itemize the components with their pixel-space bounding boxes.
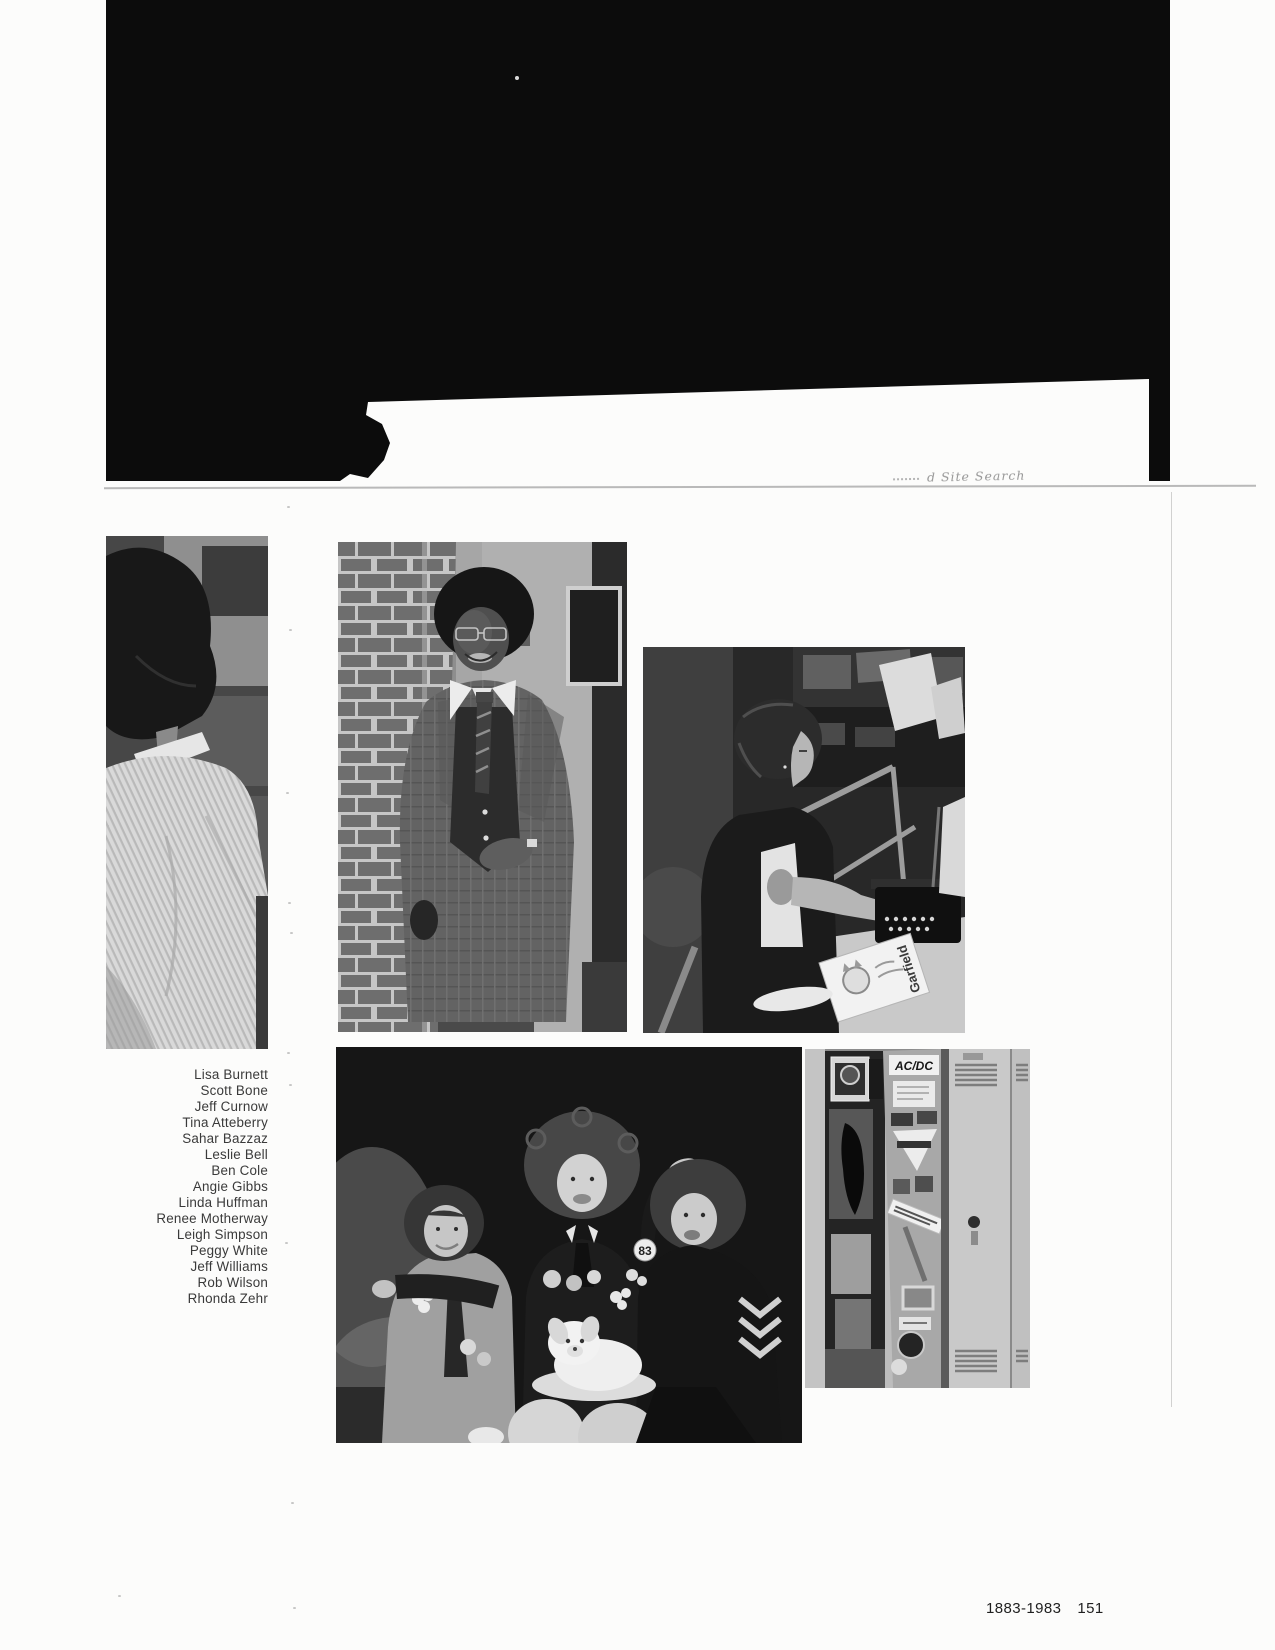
left-hand xyxy=(410,900,438,940)
name-line: Rhonda Zehr xyxy=(187,1291,268,1306)
scan-speck xyxy=(289,629,292,631)
name-line: Sahar Bazzaz xyxy=(182,1131,268,1146)
scan-speck xyxy=(118,1595,121,1597)
badge-83-text: 83 xyxy=(638,1244,652,1258)
clock-poster xyxy=(841,1066,859,1084)
photo-student-back xyxy=(106,536,268,1049)
scan-speck xyxy=(286,792,289,794)
photo-lockers xyxy=(805,1049,1030,1388)
earring xyxy=(783,765,786,768)
smile xyxy=(573,1194,591,1204)
hand-on-shoulder xyxy=(372,1280,396,1298)
scan-black-shape xyxy=(106,0,1170,481)
combination-lock xyxy=(968,1216,980,1228)
name-line: Jeff Williams xyxy=(190,1259,268,1274)
number-plate xyxy=(963,1053,983,1060)
name-line: Leigh Simpson xyxy=(176,1227,268,1242)
name-line: Ben Cole xyxy=(211,1163,268,1178)
photo-man-in-suit xyxy=(338,542,627,1032)
scan-white-speck xyxy=(515,76,519,80)
scan-speck xyxy=(288,902,291,904)
scan-speck xyxy=(289,1084,292,1086)
sticker-covered-door xyxy=(883,1049,947,1388)
photo-student-typing xyxy=(643,647,965,1033)
scan-vertical-line xyxy=(1171,492,1172,1407)
name-line: Leslie Bell xyxy=(204,1147,268,1162)
names-list xyxy=(80,1067,268,1307)
scan-speck xyxy=(287,1052,290,1054)
name-line: Jeff Curnow xyxy=(194,1099,268,1114)
name-line: Lisa Burnett xyxy=(194,1067,268,1082)
scan-speck xyxy=(285,1242,288,1244)
scan-speck xyxy=(290,932,293,934)
anniversary-years: 1883-1983 xyxy=(986,1600,1062,1617)
paper-in-typewriter xyxy=(939,797,965,897)
partial-site-search-text: d Site Search xyxy=(893,468,1026,486)
name-line: Peggy White xyxy=(189,1243,268,1258)
name-line: Angie Gibbs xyxy=(192,1179,268,1194)
closed-locker xyxy=(949,1049,1010,1388)
right-partial-locker xyxy=(1012,1049,1030,1388)
acdc-text: AC/DC xyxy=(895,1059,933,1073)
open-locker-interior xyxy=(825,1051,885,1388)
garfield-title-text: Garfield xyxy=(894,943,924,995)
name-line: Linda Huffman xyxy=(178,1195,268,1210)
photo-three-girls xyxy=(336,1047,802,1443)
name-line: Tina Atteberry xyxy=(182,1115,268,1130)
page-footer xyxy=(986,1600,1104,1617)
name-line: Rob Wilson xyxy=(197,1275,268,1290)
page-number: 151 xyxy=(1077,1600,1104,1617)
scan-speck xyxy=(291,1502,294,1504)
smile xyxy=(684,1230,700,1240)
scan-black-region xyxy=(0,0,1275,500)
name-line: Renee Motherway xyxy=(156,1211,268,1226)
name-line: Scott Bone xyxy=(200,1083,268,1098)
scan-speck xyxy=(287,506,290,508)
scan-speck xyxy=(293,1607,296,1609)
